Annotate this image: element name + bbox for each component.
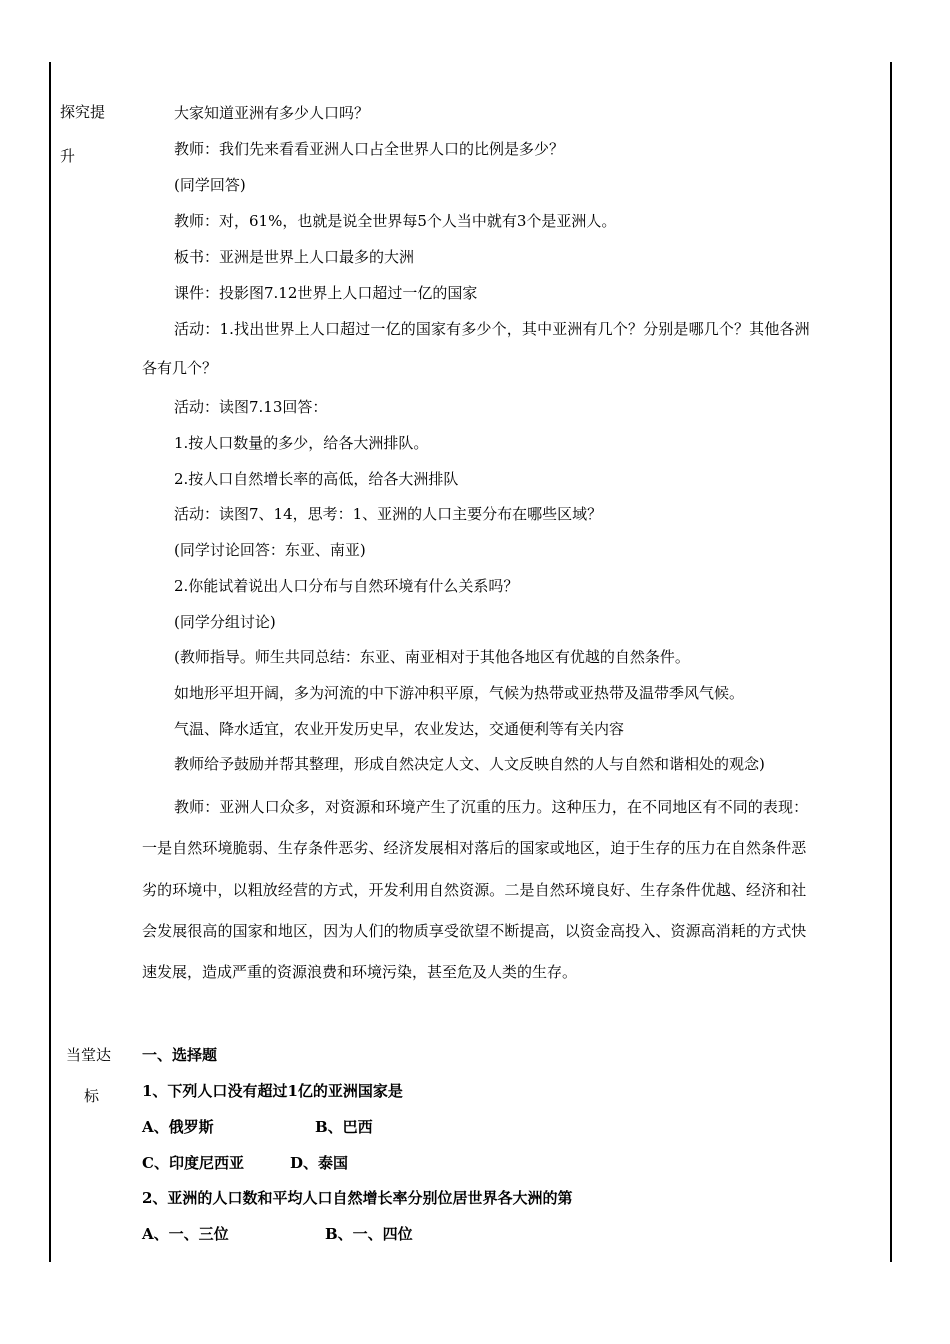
q2-option-b: B、一、四位 [325,1225,413,1243]
lesson-line: 2.你能试着说出人口分布与自然环境有什么关系吗？ [174,577,519,595]
table-border-right [890,62,892,1262]
lesson-line: 板书：亚洲是世界上人口最多的大洲 [174,248,415,266]
lesson-line: (教师指导。师生共同总结：东亚、南亚相对于其他各地区有优越的自然条件。 [174,648,690,666]
lesson-line: 2.按人口自然增长率的高低，给各大洲排队 [174,470,459,488]
lesson-line: 如地形平坦开阔，多为河流的中下游冲积平原，气候为热带或亚热带及温带季风气候。 [174,684,745,702]
section-label-explore: 探究提 [60,103,106,121]
lesson-line: 劣的环境中，以粗放经营的方式，开发利用自然资源。二是自然环境良好、生存条件优越、经济和社 [142,881,807,899]
quiz-question-1: 1、下列人口没有超过1亿的亚洲国家是 [142,1082,403,1100]
lesson-line: 活动：1.找出世界上人口超过一亿的国家有多少个，其中亚洲有几个？分别是哪几个？其他各洲 [174,320,810,338]
q2-option-a: A、一、三位 [142,1225,229,1243]
section-label-check-cont: 标 [84,1087,100,1105]
lesson-line: 教师：亚洲人口众多，对资源和环境产生了沉重的压力。这种压力，在不同地区有不同的表现： [174,798,809,816]
lesson-line: 课件：投影图7.12世界上人口超过一亿的国家 [174,284,478,302]
section-label-explore-cont: 升 [60,147,76,165]
q1-option-d: D、泰国 [290,1154,349,1172]
lesson-line: 大家知道亚洲有多少人口吗？ [174,104,370,122]
lesson-line: 1.按人口数量的多少，给各大洲排队。 [174,434,429,452]
lesson-line: 教师给予鼓励并帮其整理，形成自然决定人文、人文反映自然的人与自然和谐相处的观念) [174,755,765,773]
lesson-line: 各有几个？ [142,359,218,377]
table-border-left [49,62,51,1262]
q1-option-a: A、俄罗斯 [142,1118,214,1136]
q1-option-b: B、巴西 [315,1118,373,1136]
q1-option-c: C、印度尼西亚 [142,1154,244,1172]
lesson-line: 活动：读图7.13回答： [174,398,328,416]
lesson-line: 会发展很高的国家和地区，因为人们的物质享受欲望不断提高，以资金高投入、资源高消耗的方式快 [142,922,807,940]
lesson-line: 气温、降水适宜，农业开发历史早，农业发达，交通便利等有关内容 [174,720,625,738]
section-label-check: 当堂达 [66,1046,112,1064]
lesson-line: (同学分组讨论) [174,613,276,631]
lesson-line: 速发展，造成严重的资源浪费和环境污染，甚至危及人类的生存。 [142,963,578,981]
lesson-line: 一是自然环境脆弱、生存条件恶劣、经济发展相对落后的国家或地区，迫于生存的压力在自然条件恶 [142,839,807,857]
quiz-heading: 一、选择题 [142,1046,218,1064]
lesson-line: (同学讨论回答：东亚、南亚) [174,541,366,559]
lesson-line: (同学回答) [174,176,246,194]
lesson-line: 教师：我们先来看看亚洲人口占全世界人口的比例是多少？ [174,140,565,158]
lesson-line: 活动：读图7、14，思考：1、亚洲的人口主要分布在哪些区域？ [174,505,603,523]
quiz-question-2: 2、亚洲的人口数和平均人口自然增长率分别位居世界各大洲的第 [142,1189,573,1207]
lesson-line: 教师：对，61%，也就是说全世界每5个人当中就有3个是亚洲人。 [174,212,617,230]
